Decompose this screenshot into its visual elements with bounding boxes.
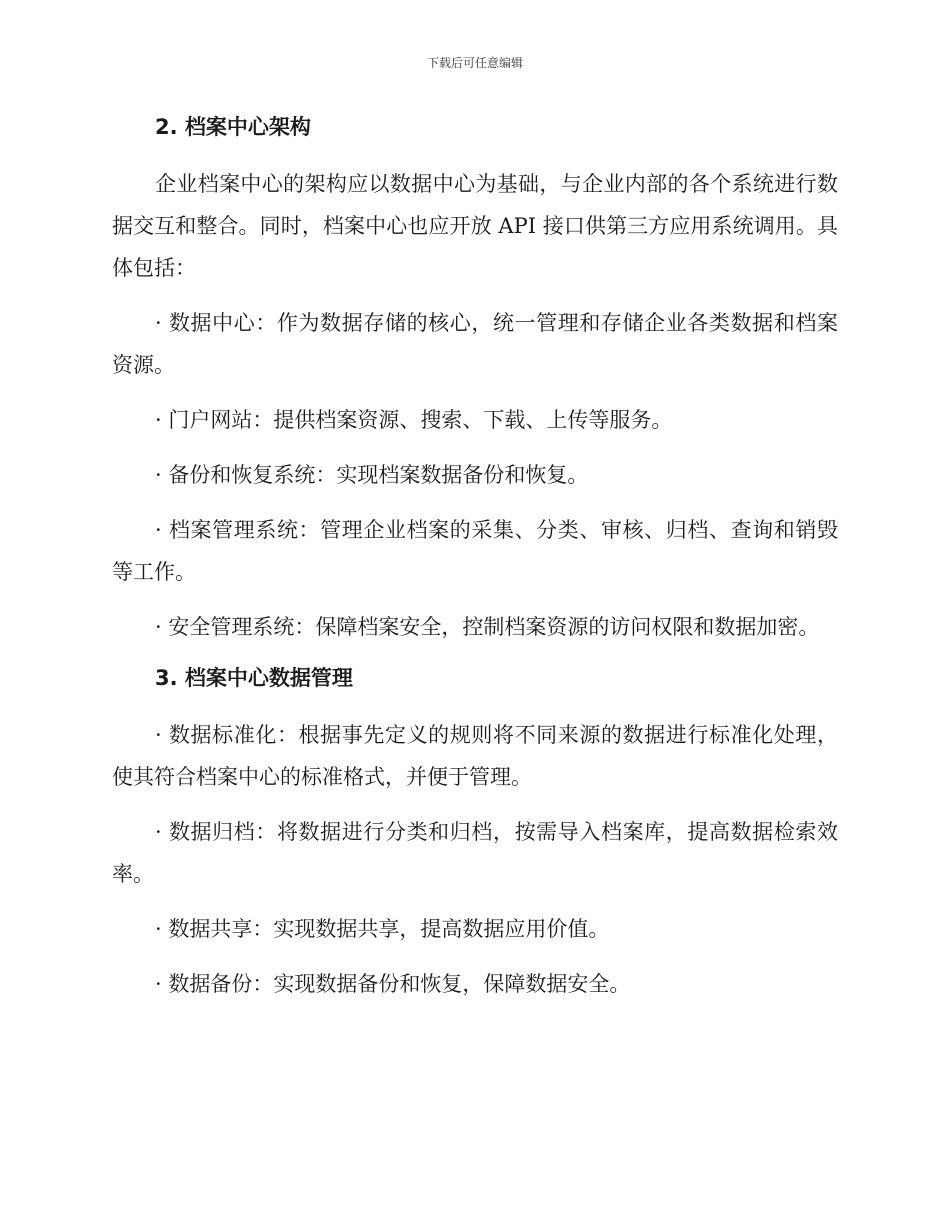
bullet-data-archiving: · 数据归档：将数据进行分类和归档，按需导入档案库，提高数据检索效率。 xyxy=(112,820,838,886)
bullet-data-sharing: · 数据共享：实现数据共享，提高数据应用价值。 xyxy=(155,917,610,941)
section-title-architecture: 2. 档案中心架构 xyxy=(155,115,311,139)
bullet-data-backup: · 数据备份：实现数据备份和恢复，保障数据安全。 xyxy=(155,972,631,996)
paragraph-architecture-intro: 企业档案中心的架构应以数据中心为基础，与企业内部的各个系统进行数据交互和整合。同时，档案中心也应开放 API 接口供第三方应用系统调用。具体包括： xyxy=(112,172,838,280)
bullet-data-center: · 数据中心：作为数据存储的核心，统一管理和存储企业各类数据和档案资源。 xyxy=(112,311,838,377)
page-header-note: 下载后可任意编辑 xyxy=(426,56,523,70)
bullet-portal-website: · 门户网站：提供档案资源、搜索、下载、上传等服务。 xyxy=(155,408,673,432)
document-body xyxy=(112,110,838,1018)
bullet-security-management-system: · 安全管理系统：保障档案安全，控制档案资源的访问权限和数据加密。 xyxy=(155,615,820,639)
bullet-backup-recovery-system: · 备份和恢复系统：实现档案数据备份和恢复。 xyxy=(155,463,589,487)
bullet-archive-management-system: · 档案管理系统：管理企业档案的采集、分类、审核、归档、查询和销毁等工作。 xyxy=(112,518,838,584)
section-title-data-management: 3. 档案中心数据管理 xyxy=(155,666,353,690)
bullet-data-standardization: · 数据标准化：根据事先定义的规则将不同来源的数据进行标准化处理，使其符合档案中心的标准格式，并便于管理。 xyxy=(112,723,838,789)
